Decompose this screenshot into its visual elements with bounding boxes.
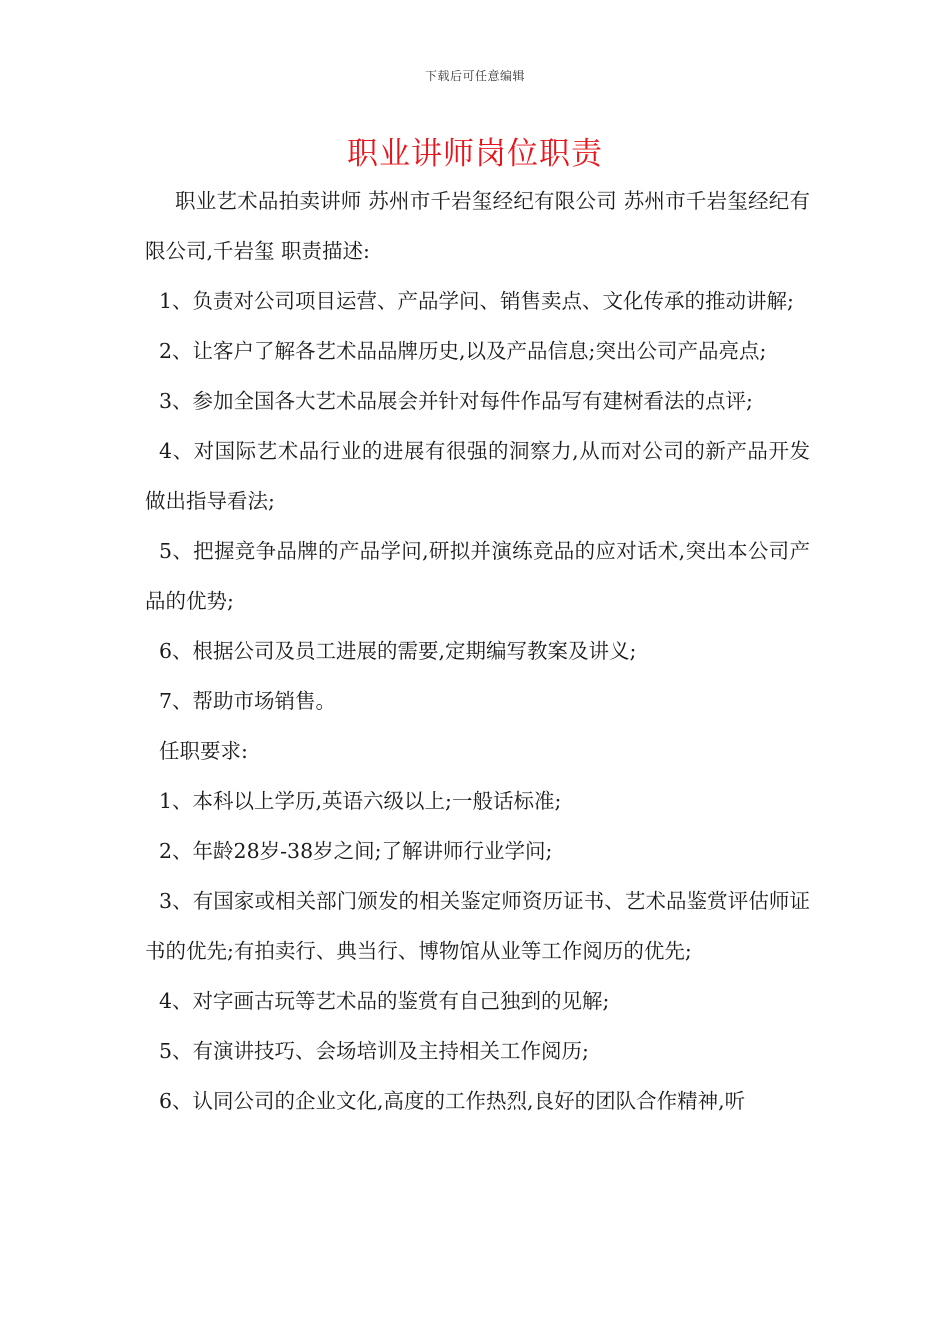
duty-item-5: 5、把握竞争品牌的产品学问,研拟并演练竞品的应对话术,突出本公司产品的优势; [145,539,810,613]
requirement-item-1: 1、本科以上学历,英语六级以上;一般话标准; [159,789,562,813]
requirement-item-3: 3、有国家或相关部门颁发的相关鉴定师资历证书、艺术品鉴赏评估师证书的优先;有拍卖行、典当行、博物馆从业等工作阅历的优先; [145,889,810,963]
intro-paragraph: 职业艺术品拍卖讲师 苏州市千岩玺经纪有限公司 苏州市千岩玺经纪有限公司,千岩玺 职责描述: [145,189,810,263]
requirement-item-5: 5、有演讲技巧、会场培训及主持相关工作阅历; [159,1039,589,1063]
duty-item-2: 2、让客户了解各艺术品品牌历史,以及产品信息;突出公司产品亮点; [159,339,767,363]
header-note: 下载后可任意编辑 [424,69,525,83]
duty-item-7: 7、帮助市场销售。 [159,689,337,713]
requirement-item-4: 4、对字画古玩等艺术品的鉴赏有自己独到的见解; [159,989,610,1013]
requirement-item-2: 2、年龄28岁-38岁之间;了解讲师行业学问; [159,839,553,863]
requirement-item-6: 6、认同公司的企业文化,高度的工作热烈,良好的团队合作精神,听 [159,1089,746,1113]
document-title: 职业讲师岗位职责 [347,136,603,172]
duty-item-6: 6、根据公司及员工进展的需要,定期编写教案及讲义; [159,639,637,663]
duty-item-1: 1、负责对公司项目运营、产品学问、销售卖点、文化传承的推动讲解; [159,289,794,313]
requirements-heading: 任职要求: [159,739,248,763]
document-body [145,176,810,1126]
duty-item-3: 3、参加全国各大艺术品展会并针对每件作品写有建树看法的点评; [159,389,753,413]
duty-item-4: 4、对国际艺术品行业的进展有很强的洞察力,从而对公司的新产品开发做出指导看法; [145,439,810,513]
